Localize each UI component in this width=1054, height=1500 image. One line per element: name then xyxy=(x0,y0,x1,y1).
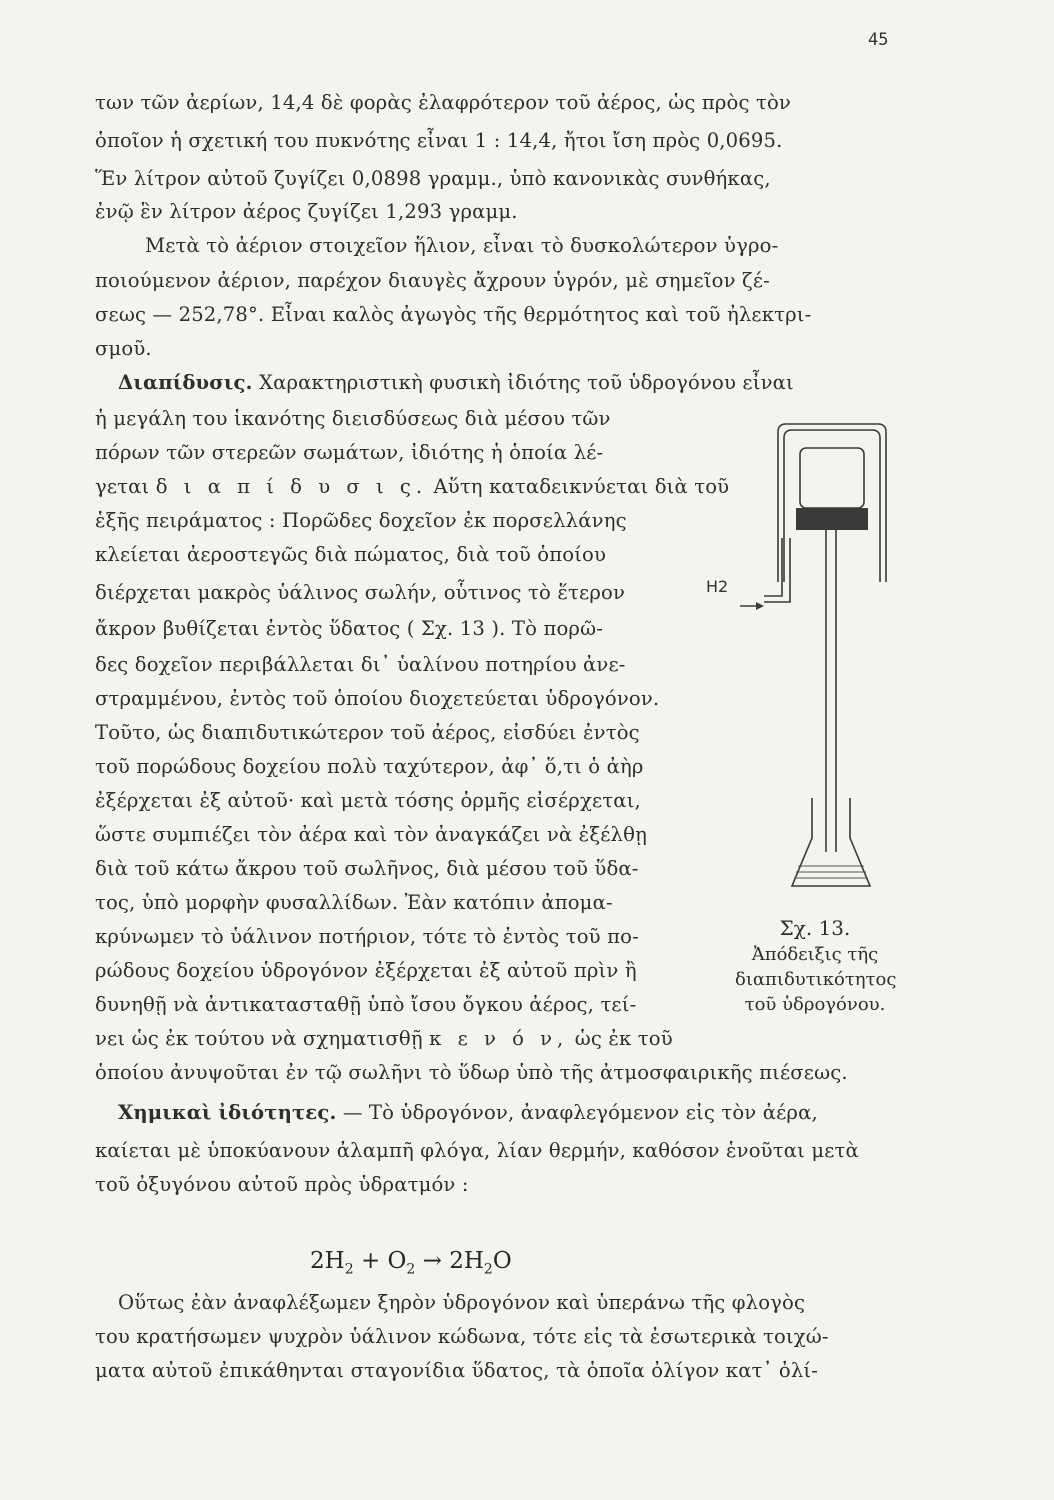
text-line: Οὕτως ἐὰν ἀναφλέξωμεν ξηρὸν ὑδρογόνον καὶ ὑπεράνω τῆς φλογὸς xyxy=(118,1291,806,1314)
term-diapidysis: δ ι α π ί δ υ σ ι ς. xyxy=(155,475,428,498)
text-line: ρώδους δοχείου ὑδρογόνον ἐξέρχεται ἐξ αὐτοῦ πρὶν ἢ xyxy=(95,959,637,982)
section-heading-diffusion: Διαπίδυσις. xyxy=(118,371,253,394)
text-line: του κρατήσωμεν ψυχρὸν ὑάλινον κώδωνα, τότε εἰς τὰ ἐσωτερικὰ τοιχώ- xyxy=(95,1325,829,1348)
text-line: Τοῦτο, ὡς διαπιδυτικώτερον τοῦ ἀέρος, εἰσδύει ἐντὸς xyxy=(95,721,640,744)
text-line: ὁποῖον ἡ σχετική του πυκνότης εἶναι 1 : 14,4, ἤτοι ἴση πρὸς 0,0695. xyxy=(95,129,783,152)
arrow-head-icon xyxy=(756,602,764,610)
text-line: σμοῦ. xyxy=(95,337,152,360)
page-number: 45 xyxy=(868,30,889,50)
text-line: ἐξέρχεται ἐξ αὐτοῦ· καὶ μετὰ τόσης ὁρμῆς εἰσέρχεται, xyxy=(95,789,641,812)
inlet-pipe-inner xyxy=(764,538,790,602)
text-line: σεως — 252,78°. Εἶναι καλὸς ἀγωγὸς τῆς θερμότητος καὶ τοῦ ἠλεκτρι- xyxy=(95,303,812,326)
porous-vessel xyxy=(800,448,864,508)
figure-13-diffusion-apparatus xyxy=(700,418,890,898)
text-line: διὰ τοῦ κάτω ἄκρου τοῦ σωλῆνος, διὰ μέσου τοῦ ὕδα- xyxy=(95,857,639,880)
text-line: στραμμένου, ἐντὸς τοῦ ὁποίου διοχετεύεται ὑδρογόνον. xyxy=(95,687,660,710)
figure-caption xyxy=(735,916,895,1017)
section-heading-chemical: Χημικαὶ ἰδιότητες. xyxy=(118,1101,337,1124)
text-line: ὥστε συμπιέζει τὸν ἀέρα καὶ τὸν ἀναγκάζει νὰ ἐξέλθῃ xyxy=(95,823,647,846)
text-line: ποιούμενον ἀέριον, παρέχον διαυγὲς ἄχρουν ὑγρόν, μὲ σημεῖον ζέ- xyxy=(95,269,770,292)
water-flask xyxy=(792,798,870,886)
text-line: ἡ μεγάλη του ἱκανότης διεισδύσεως διὰ μέσου τῶν xyxy=(95,407,611,430)
term-kenon: κ ε ν ό ν, xyxy=(429,1027,569,1050)
text-line: Ἕν λίτρον αὐτοῦ ζυγίζει 0,0898 γραμμ., ὑπὸ κανονικὰς συνθήκας, xyxy=(95,167,771,190)
text-fragment: νει ὡς ἐκ τούτου νὰ σχηματισθῇ xyxy=(95,1027,423,1050)
text-line-with-term xyxy=(95,474,729,500)
text-line: κλείεται ἀεροστεγῶς διὰ πώματος, διὰ τοῦ ὁποίου xyxy=(95,543,607,566)
caption-text: Ἀπόδειξις τῆς διαπιδυτικότητος τοῦ ὑδρογόνου. xyxy=(735,944,897,1015)
text-line: καίεται μὲ ὑποκύανουν ἀλαμπῆ φλόγα, λίαν θερμήν, καθόσον ἑνοῦται μετὰ xyxy=(95,1139,859,1162)
text-line: τοῦ πορώδους δοχείου πολὺ ταχύτερον, ἀφ᾽ ὅ,τι ὁ ἀὴρ xyxy=(95,755,644,778)
text-line: δυνηθῇ νὰ ἀντικατασταθῇ ὑπὸ ἴσου ὄγκου ἀέρος, τεί- xyxy=(95,993,637,1016)
text-line: πόρων τῶν στερεῶν σωμάτων, ἰδιότης ἡ ὁποία λέ- xyxy=(95,441,604,464)
stopper xyxy=(796,508,868,530)
text-line: τοῦ ὀξυγόνου αὐτοῦ πρὸς ὑδρατμόν : xyxy=(95,1173,469,1196)
text-line: ἄκρον βυθίζεται ἐντὸς ὕδατος ( Σχ. 13 ). Τὸ πορῶ- xyxy=(95,617,603,640)
text-line: Μετὰ τὸ ἀέριον στοιχεῖον ἥλιον, εἶναι τὸ δυσκολώτερον ὑγρο- xyxy=(145,234,779,257)
text-line: τος, ὑπὸ μορφὴν φυσαλλίδων. Ἐὰν κατόπιν ἀπομα- xyxy=(95,891,613,914)
text-line: διέρχεται μακρὸς ὑάλινος σωλήν, οὗτινος τὸ ἕτερον xyxy=(95,581,625,604)
text-line: ὁποίου ἀνυψοῦται ἐν τῷ σωλῆνι τὸ ὕδωρ ὑπὸ τῆς ἀτμοσφαιρικῆς πιέσεως. xyxy=(95,1061,848,1084)
inverted-beaker-inner xyxy=(784,430,880,582)
apparatus-drawing xyxy=(700,418,890,898)
paragraph-diffusion-first-line xyxy=(118,370,794,396)
text-line: κρύνωμεν τὸ ὑάλινον ποτήριον, τότε τὸ ἐντὸς τοῦ πο- xyxy=(95,925,639,948)
text-fragment: γεται xyxy=(95,475,150,498)
caption-label: Σχ. 13. xyxy=(779,916,851,940)
text-line-with-term xyxy=(95,1026,673,1052)
text-line: δες δοχεῖον περιβάλλεται δι᾽ ὑαλίνου ποτηρίου ἀνε- xyxy=(95,653,626,676)
text-line: των τῶν ἀερίων, 14,4 δὲ φορὰς ἐλαφρότερον τοῦ ἀέρος, ὡς πρὸς τὸν xyxy=(95,91,791,114)
text-line: ματα αὐτοῦ ἐπικάθηνται σταγονίδια ὕδατος, τὰ ὁποῖα ὀλίγον κατ᾽ ὀλί- xyxy=(95,1359,819,1382)
text-line: ἐνῷ ἓν λίτρον ἀέρος ζυγίζει 1,293 γραμμ. xyxy=(95,200,518,223)
text-fragment: Αὕτη καταδεικνύεται διὰ τοῦ xyxy=(433,475,730,498)
text-fragment: ὡς ἐκ τοῦ xyxy=(574,1027,673,1050)
text-fragment: Χαρακτηριστικὴ φυσικὴ ἰδιότης τοῦ ὑδρογόνου εἶναι xyxy=(258,371,794,394)
text-line: ἑξῆς πειράματος : Πορῶδες δοχεῖον ἐκ πορσελλάνης xyxy=(95,509,627,532)
hydrogen-label: H2 xyxy=(706,577,729,596)
paragraph-chemical-first-line xyxy=(118,1100,818,1126)
chemical-equation: $2H_2 + O_2 \to 2H_2O$ xyxy=(310,1248,512,1278)
text-fragment: — Τὸ ὑδρογόνον, ἀναφλεγόμενον εἰς τὸν ἀέρα, xyxy=(342,1101,818,1124)
inlet-pipe xyxy=(764,538,782,596)
